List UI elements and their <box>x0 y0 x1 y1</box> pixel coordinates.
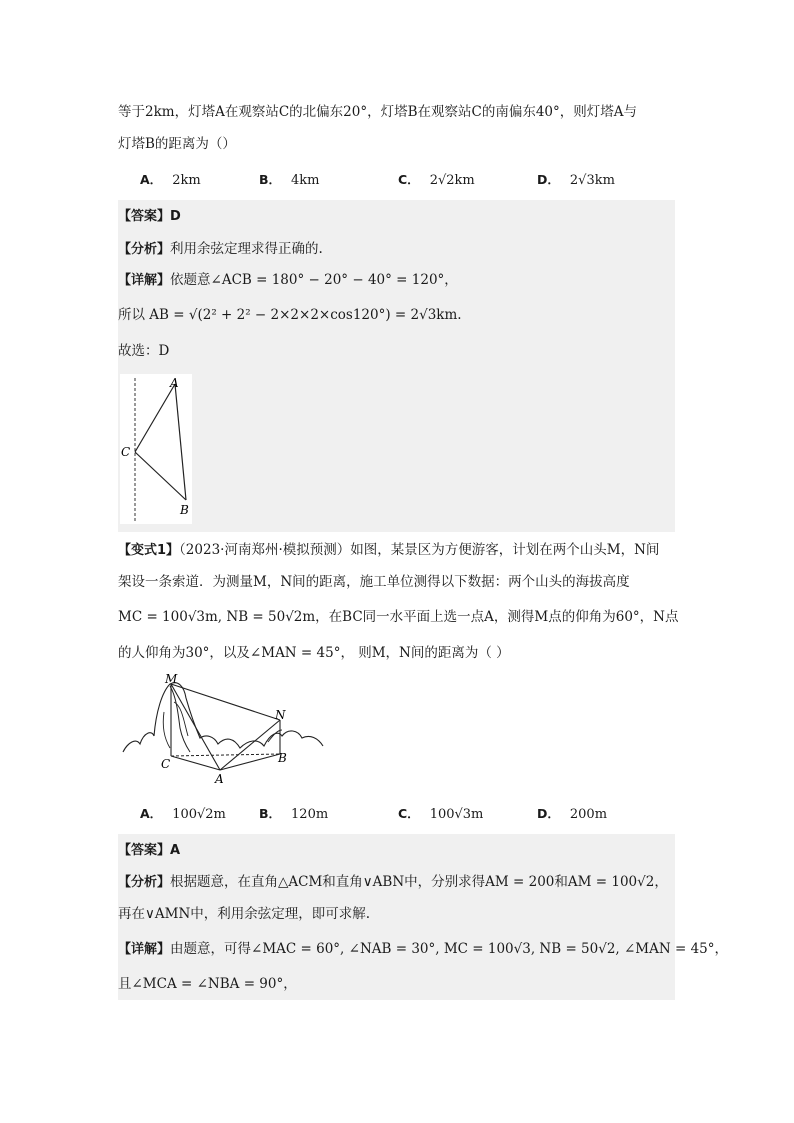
problem2-analysis-2: 再在∨AMN中，利用余弦定理，即可求解. <box>118 906 371 922</box>
problem2-detail-2: 且∠MCA = ∠NBA = 90°， <box>118 976 297 992</box>
problem1-answer: 【答案】D <box>118 209 181 224</box>
label-n: N <box>275 708 286 722</box>
problem2-line3: MC = 100√3m, NB = 50√2m，在BC同一水平面上选一点A，测得M点的仰角为60°，N点 <box>118 609 679 625</box>
segment-ma <box>171 684 220 770</box>
problem2-analysis-1: 【分析】根据题意，在直角△ACM和直角∨ABN中，分别求得AM = 200和AM = 100√2， <box>118 874 668 890</box>
label-m: M <box>165 672 178 686</box>
label-a: A <box>170 376 179 390</box>
label-b: B <box>180 503 189 517</box>
problem1-analysis: 【分析】利用余弦定理求得正确的. <box>118 241 323 257</box>
label-a: A <box>215 772 224 786</box>
problem2-line1: 【变式1】（2023·河南郑州·模拟预测）如图，某景区为方便游客，计划在两个山头M，N间 <box>118 542 660 558</box>
problem1-line2: 灯塔B的距离为（） <box>118 136 236 152</box>
problem2-answer: 【答案】A <box>118 843 181 858</box>
mountain-ridge-1 <box>170 686 190 752</box>
problem1-line1: 等于2km，灯塔A在观察站C的北偏东20°，灯塔B在观察站C的南偏东40°，则灯塔A与 <box>118 104 638 120</box>
problem2-option-d: D． 200m <box>537 806 608 822</box>
problem1-detail-2: 所以 AB = √(2² + 2² − 2×2×2×cos120°) = 2√3km. <box>118 307 462 323</box>
mountain-outline <box>123 683 323 752</box>
cable-car-figure <box>118 672 328 788</box>
problem1-option-d: D． 2√3km <box>537 172 615 188</box>
problem2-line2: 架设一条索道．为测量M，N间的距离，施工单位测得以下数据：两个山头的海拔高度 <box>118 574 630 590</box>
label-b: B <box>278 751 287 765</box>
triangle-acb-figure <box>120 374 192 524</box>
problem2-option-b: B． 120m <box>259 806 329 822</box>
problem2-line4: 的人仰角为30°，以及∠MAN = 45°， 则M，N间的距离为（ ） <box>118 645 510 661</box>
label-c: C <box>161 757 171 771</box>
problem1-option-b: B． 4km <box>259 172 320 188</box>
label-c: C <box>121 445 131 459</box>
segment-cb-dashed <box>171 754 280 756</box>
problem1-option-a: A． 2km <box>140 172 201 188</box>
problem2-detail-1: 【详解】由题意，可得∠MAC = 60°, ∠NAB = 30°, MC = 100√3, NB = 50√2, ∠MAN = 45°， <box>118 941 729 957</box>
problem1-detail-1: 【详解】依题意∠ACB = 180° − 20° − 40° = 120°， <box>118 272 458 288</box>
mountain-ridge-3 <box>163 712 170 748</box>
problem1-option-c: C． 2√2km <box>398 172 475 188</box>
problem1-conclusion: 故选：D <box>118 343 170 359</box>
problem2-option-a: A． 100√2m <box>140 806 226 822</box>
problem2-option-c: C． 100√3m <box>398 806 484 822</box>
